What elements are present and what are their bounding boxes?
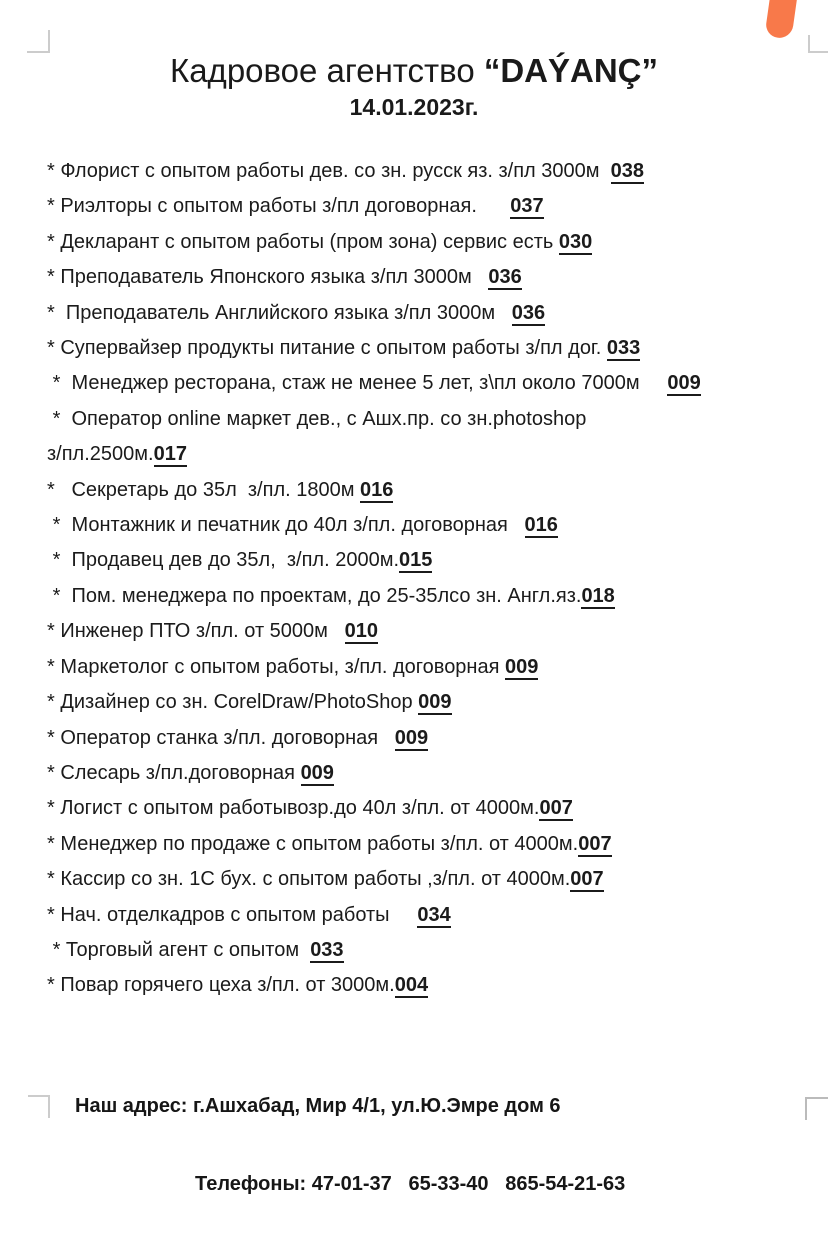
vacancy-code: 004 (394, 974, 429, 997)
vacancy-row (47, 721, 810, 756)
vacancy-row (47, 968, 810, 1003)
vacancy-text: * Дизайнер со зн. CorelDraw/PhotoShop (47, 691, 419, 714)
vacancy-code: 034 (417, 903, 451, 926)
vacancy-text: * Нач. отделкадров с опытом работы (47, 903, 418, 926)
vacancy-text-continued: з/пл.2500м. (47, 443, 154, 466)
vacancy-row (47, 366, 810, 401)
vacancy-code: 038 (610, 160, 645, 182)
vacancy-text: * Логист с опытом работывозр.до 40л з/пл. от 4000м. (47, 797, 540, 820)
vacancy-row (47, 685, 810, 720)
document-date: 14.01.2023г. (349, 94, 479, 120)
vacancy-row (47, 296, 810, 331)
vacancy-text: * Кассир со зн. 1С бух. с опытом работы ,з/пл. от 4000м. (47, 868, 571, 891)
vacancy-code: 036 (488, 266, 522, 289)
vacancy-text: * Оператор станка з/пл. договорная (47, 726, 395, 749)
vacancy-row (47, 933, 810, 968)
vacancy-text: * Маркетолог с опытом работы, з/пл. договорная (47, 655, 505, 678)
vacancy-code: 033 (606, 337, 641, 360)
vacancy-code: 037 (510, 195, 544, 218)
vacancy-code: 009 (300, 761, 334, 784)
header (0, 0, 828, 121)
vacancy-row (47, 650, 810, 685)
vacancy-text: * Декларант с опытом работы (пром зона) сервис есть (47, 230, 559, 253)
scan-corner-mark-top-right (808, 35, 828, 53)
vacancy-text: * Риэлторы с опытом работы з/пл договорная. (47, 195, 511, 218)
vacancy-code: 009 (418, 691, 452, 714)
vacancy-row (47, 331, 810, 366)
vacancy-code: 007 (570, 868, 604, 891)
agency-title-text: Кадровое агентство (169, 52, 484, 89)
vacancy-text: * Флорист с опытом работы дев. со зн. русск яз. з/пл 3000м (47, 160, 611, 182)
vacancy-text: * Оператор online маркет дев., с Ашх.пр. со зн.photoshop (47, 407, 587, 430)
vacancy-text: * Повар горячего цеха з/пл. от 3000м. (47, 974, 395, 997)
vacancy-row (47, 225, 810, 260)
scan-corner-mark-bottom-left (28, 1095, 50, 1118)
vacancy-text: * Секретарь до 35л з/пл. 1800м (47, 478, 361, 501)
vacancy-text: * Преподаватель Английского языка з/пл 3000м (47, 301, 512, 324)
vacancy-row (47, 862, 810, 897)
vacancy-code: 009 (394, 726, 429, 749)
scan-corner-mark-bottom-right (805, 1097, 828, 1120)
vacancy-row (47, 827, 810, 862)
vacancy-row (47, 402, 810, 473)
vacancy-row (47, 543, 810, 578)
vacancy-row (47, 756, 810, 791)
agency-title (0, 52, 828, 90)
vacancy-list (47, 154, 810, 1004)
vacancy-code: 033 (310, 938, 344, 961)
vacancy-code: 010 (344, 620, 378, 643)
vacancy-code: 016 (524, 514, 558, 537)
vacancy-text: * Преподаватель Японского языка з/пл 3000м (47, 266, 489, 289)
vacancy-text: * Пом. менеджера по проектам, до 25-35лсо зн. Англ.яз. (47, 584, 582, 607)
vacancy-row (47, 260, 810, 295)
footer (75, 1041, 828, 1249)
scan-corner-mark-top-left (27, 30, 50, 53)
vacancy-code: 017 (153, 443, 187, 466)
vacancy-text: * Менеджер по продаже с опытом работы з/пл. от 4000м. (47, 832, 579, 855)
vacancy-row (47, 614, 810, 649)
vacancy-row (47, 189, 810, 224)
vacancy-text: * Супервайзер продукты питание с опытом работы з/пл дог. (47, 337, 607, 360)
vacancy-code: 007 (539, 797, 573, 820)
address-line: Наш адрес: г.Ашхабад, Мир 4/1, ул.Ю.Эмре дом 6 (75, 1094, 561, 1117)
vacancy-code: 036 (511, 301, 546, 324)
vacancy-code: 007 (578, 832, 612, 855)
vacancy-row (47, 791, 810, 826)
vacancy-code: 015 (399, 549, 433, 572)
vacancy-text: * Монтажник и печатник до 40л з/пл. договорная (47, 514, 525, 537)
phones-line: Телефоны: 47-01-37 65-33-40 865-54-21-63 (195, 1172, 626, 1195)
vacancy-row (47, 508, 810, 543)
vacancy-code: 018 (581, 584, 615, 607)
vacancy-code: 030 (558, 230, 593, 253)
vacancy-row (47, 473, 810, 508)
vacancy-row (47, 154, 810, 189)
vacancy-text: * Торговый агент с опытом (47, 938, 311, 961)
vacancy-text: * Менеджер ресторана, стаж не менее 5 лет, з\пл около 7000м (47, 372, 668, 395)
vacancy-text: * Инженер ПТО з/пл. от 5000м (47, 620, 345, 643)
vacancy-code: 016 (360, 478, 394, 501)
agency-brand-name: “DAÝANÇ” (483, 52, 659, 89)
vacancy-code: 009 (667, 372, 701, 395)
vacancy-text: * Продавец дев до 35л, з/пл. 2000м. (47, 549, 400, 572)
vacancy-code: 009 (505, 655, 539, 678)
vacancy-row (47, 898, 810, 933)
vacancy-row (47, 579, 810, 614)
vacancy-text: * Слесарь з/пл.договорная (47, 761, 301, 784)
